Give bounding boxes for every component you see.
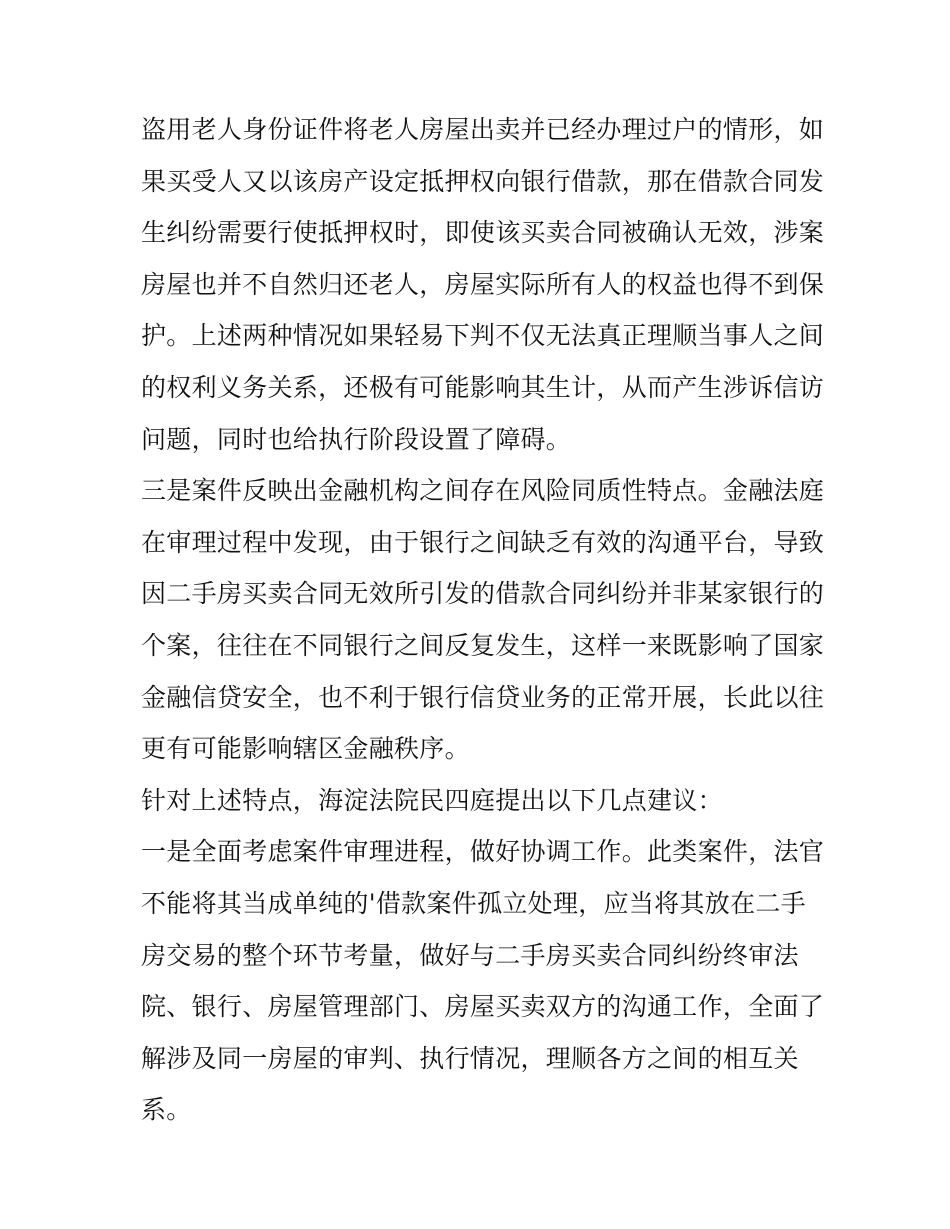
text-line: 三是案件反映出金融机构之间存在风险同质性特点。金融法庭 [141, 476, 825, 506]
text-line: 更有可能影响辖区金融秩序。 [141, 734, 470, 764]
text-line: 不能将其当成单纯的'借款案件孤立处理，应当将其放在二手 [141, 888, 806, 918]
text-line: 一是全面考虑案件审理进程，做好协调工作。此类案件，法官 [141, 837, 825, 867]
text-line: 房屋也并不自然归还老人，房屋实际所有人的权益也得不到保 [141, 269, 825, 299]
text-line: 系。 [141, 1095, 192, 1125]
text-line: 解涉及同一房屋的审判、执行情况，理顺各方之间的相互关 [141, 1043, 799, 1073]
text-line: 护。上述两种情况如果轻易下判不仅无法真正理顺当事人之间 [141, 321, 825, 351]
text-line: 房交易的整个环节考量，做好与二手房买卖合同纠纷终审法 [141, 940, 799, 970]
text-line: 盗用老人身份证件将老人房屋出卖并已经办理过户的情形，如 [141, 115, 825, 144]
text-line: 个案，往往在不同银行之间反复发生，这样一来既影响了国家 [141, 630, 825, 660]
text-line: 在审理过程中发现，由于银行之间缺乏有效的沟通平台，导致 [141, 527, 825, 557]
text-line: 问题，同时也给执行阶段设置了障碍。 [141, 424, 572, 454]
text-line: 果买受人又以该房产设定抵押权向银行借款，那在借款合同发 [141, 166, 825, 196]
text-line: 的权利义务关系，还极有可能影响其生计，从而产生涉诉信访 [141, 372, 825, 402]
text-line: 金融信贷安全，也不利于银行信贷业务的正常开展，长此以往 [141, 682, 825, 712]
document-body [141, 104, 825, 1136]
text-line: 院、银行、房屋管理部门、房屋买卖双方的沟通工作，全面了 [141, 992, 825, 1022]
text-line: 因二手房买卖合同无效所引发的借款合同纠纷并非某家银行的 [141, 579, 825, 609]
text-line: 生纠纷需要行使抵押权时，即使该买卖合同被确认无效，涉案 [141, 218, 825, 248]
text-line: 针对上述特点，海淀法院民四庭提出以下几点建议： [141, 785, 723, 815]
